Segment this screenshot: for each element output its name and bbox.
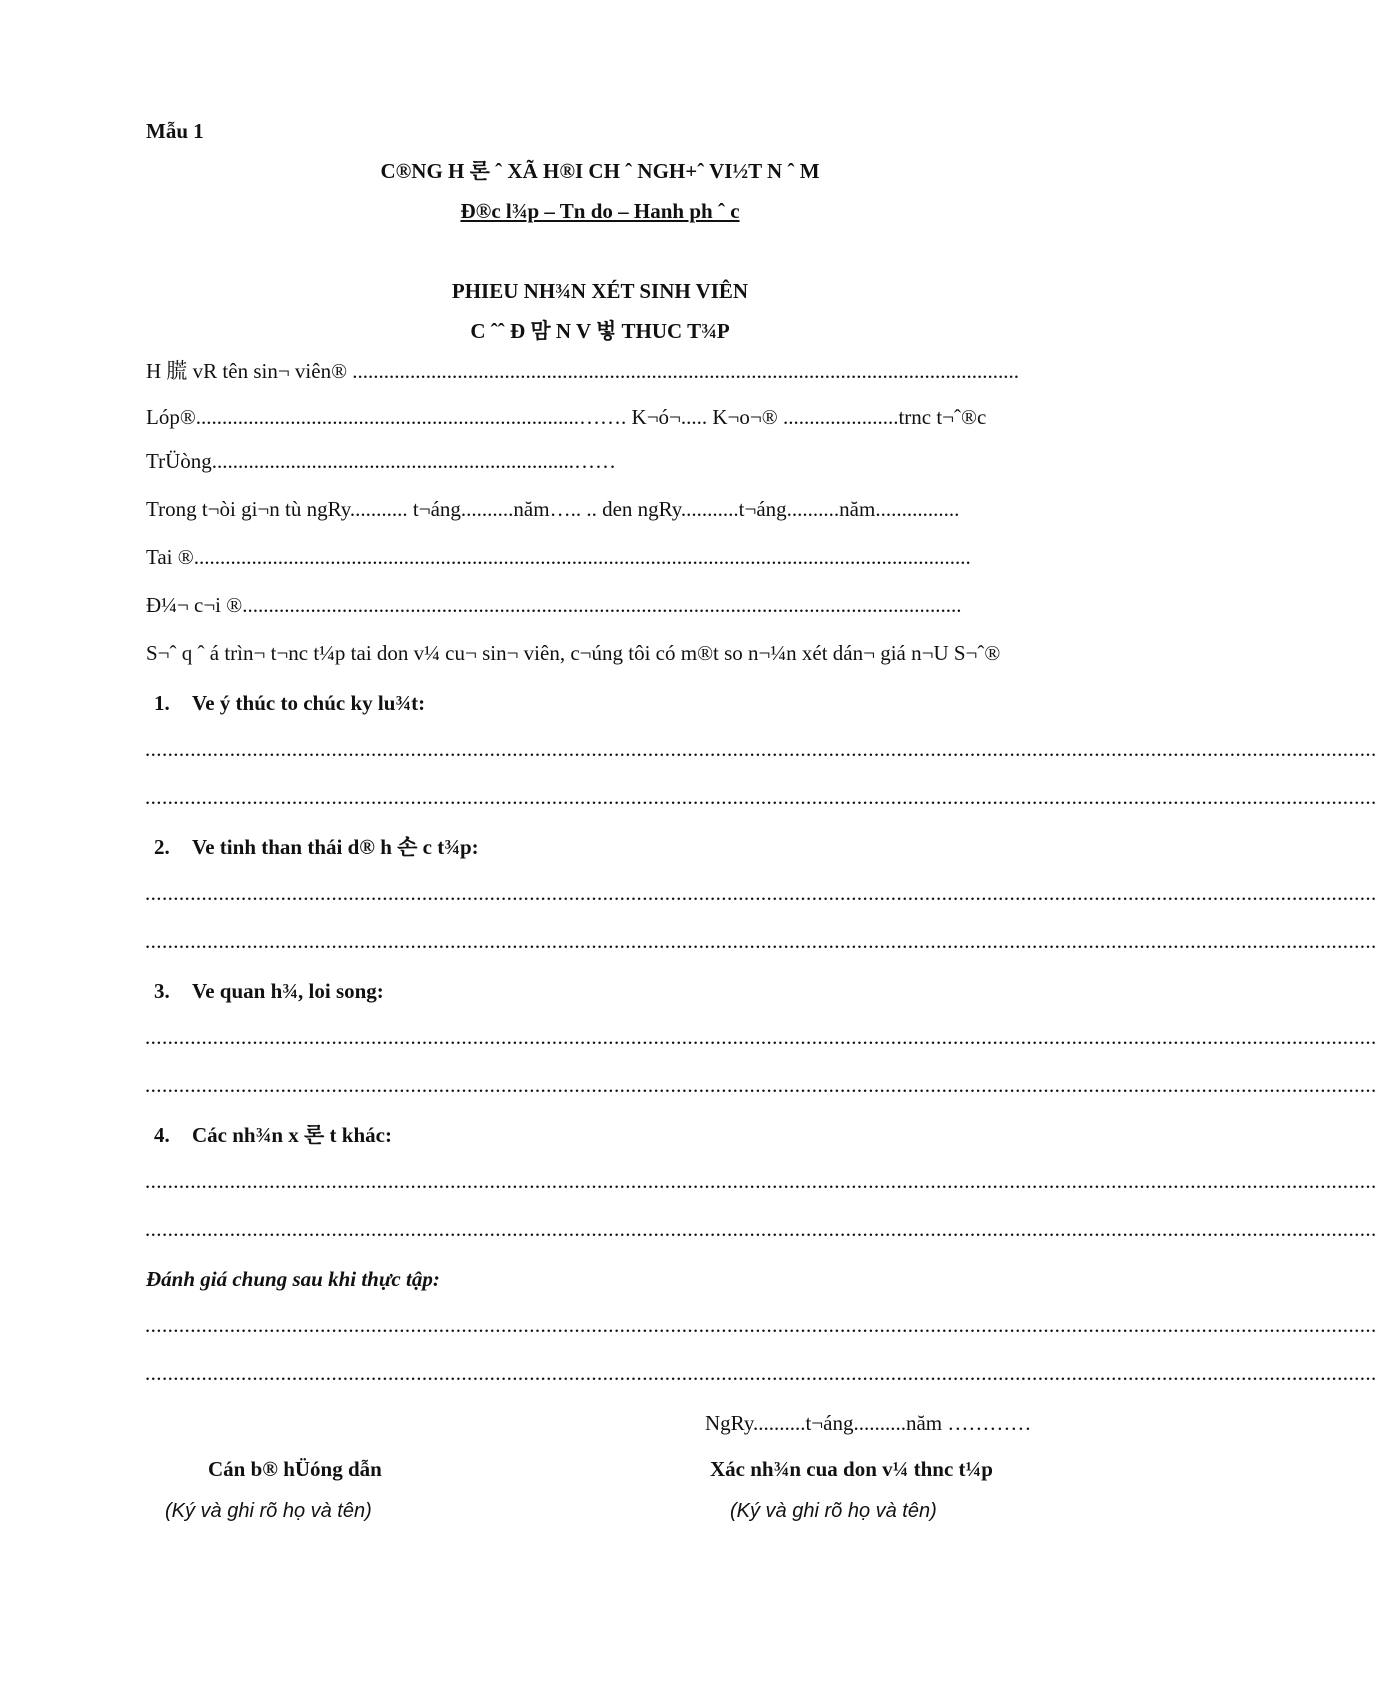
signature-date: NgRy..........t¬áng..........năm ………… <box>705 1411 1032 1435</box>
section-4-number: 4. <box>154 1123 170 1147</box>
field-school: TrÜòng.....................................................................…… <box>146 449 616 473</box>
section-4-title: Các nh¾n x 론 t khác: <box>192 1123 392 1147</box>
overall-answer-line-1: .......................................................................................................................................................................................................................... <box>145 1313 1377 1337</box>
unit-confirmation-title: Xác nh¾n cua don v¼ thnc t¼p <box>710 1457 993 1481</box>
country-header: C®NG H 론 ˆ XÃ H®I CH ˆ NGH+ˆ VI½T N ˆ M <box>380 159 820 183</box>
field-student-name: H 䐠 vR tên sin¬ viên® ............................................................................................................................... <box>146 359 1020 383</box>
field-class: Lóp®.........................................................................……. K¬ó¬..... K¬o¬® ......................trnc t¬ˆ®c <box>146 405 987 429</box>
motto: Ð®c l¾p – Tn do – Hanh ph ˆ c <box>460 199 740 223</box>
section-1-answer-line-1: .......................................................................................................................................................................................................................... <box>145 737 1377 761</box>
section-2-answer-line-2: .......................................................................................................................................................................................................................... <box>145 929 1377 953</box>
form-code: Mẫu 1 <box>146 119 204 143</box>
section-1-title: Ve ý thúc to chúc ky lu¾t: <box>192 691 426 715</box>
section-3-heading <box>154 978 384 1004</box>
section-2-title: Ve tinh than thái d® h 손 c t¾p: <box>192 835 479 859</box>
form-title-line1: PHIEU NH¾N XÉT SINH VIÊN <box>451 279 749 303</box>
section-1-answer-line-2: .......................................................................................................................................................................................................................... <box>145 785 1377 809</box>
section-3-answer-line-2: .......................................................................................................................................................................................................................... <box>145 1073 1377 1097</box>
form-title-line2: C ˆˆ Ð 맘 N V 벟 THUC T¾P <box>470 319 730 343</box>
section-2-heading <box>154 834 479 860</box>
motto-wrapper <box>0 198 1200 224</box>
section-2-number: 2. <box>154 835 170 859</box>
intro-sentence: S¬ˆ q ˆ á trìn¬ t¬nc t¼p tai don v¼ cu¬ sin¬ viên, c¬úng tôi có m®t so n¬¼n xét dán¬ giá n¬U S¬ˆ® <box>146 641 1001 665</box>
overall-answer-line-2: .......................................................................................................................................................................................................................... <box>145 1361 1377 1385</box>
supervisor-sign-note: (Ký và ghi rõ họ và tên) <box>165 1500 372 1522</box>
section-3-number: 3. <box>154 979 170 1003</box>
section-2-answer-line-1: .......................................................................................................................................................................................................................... <box>145 881 1377 905</box>
field-location: Tai ®.................................................................................................................................................... <box>146 545 971 569</box>
section-3-answer-line-1: .......................................................................................................................................................................................................................... <box>145 1025 1377 1049</box>
unit-sign-note: (Ký và ghi rõ họ và tên) <box>730 1500 937 1522</box>
overall-evaluation-title: Đánh giá chung sau khi thực tập: <box>146 1267 440 1291</box>
section-4-answer-line-2: .......................................................................................................................................................................................................................... <box>145 1217 1377 1241</box>
section-4-heading <box>154 1122 392 1148</box>
section-3-title: Ve quan h¾, loi song: <box>192 979 384 1003</box>
section-1-heading <box>154 690 425 716</box>
field-period: Trong t¬òi gi¬n tù ngRy........... t¬áng..........năm….. .. den ngRy...........t¬áng..........năm................ <box>146 497 960 521</box>
section-4-answer-line-1: .......................................................................................................................................................................................................................... <box>145 1169 1377 1193</box>
supervisor-title: Cán b® hÜóng dẫn <box>208 1457 382 1481</box>
section-1-number: 1. <box>154 691 170 715</box>
field-address: Ð¼¬ c¬i ®......................................................................................................................................... <box>146 593 962 617</box>
